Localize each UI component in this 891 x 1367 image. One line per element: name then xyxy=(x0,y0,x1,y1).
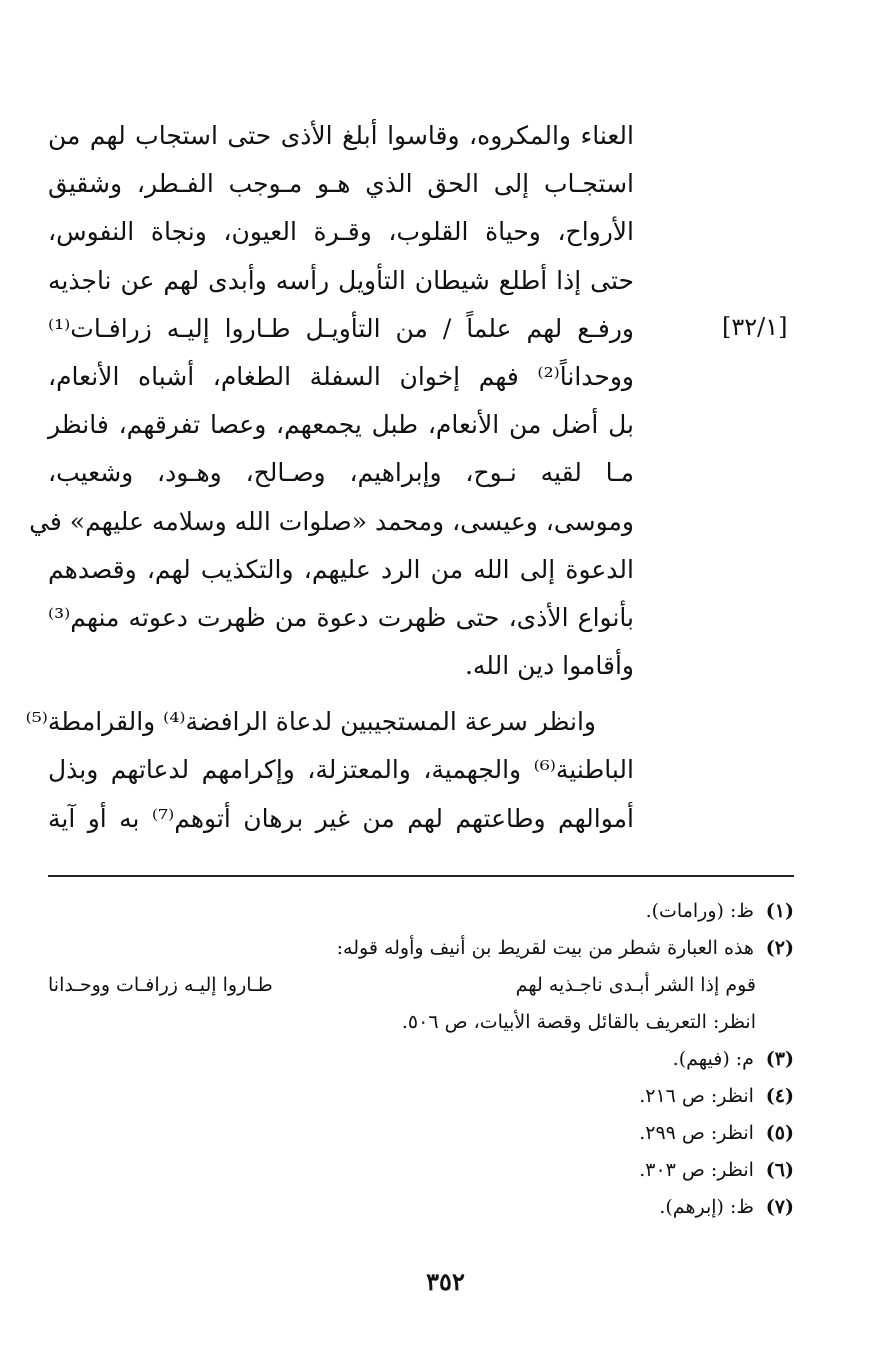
footnote-2-verse xyxy=(48,967,794,1004)
footnote-number: (٦) xyxy=(765,1159,794,1181)
footnote-2 xyxy=(48,930,794,967)
footnote-7 xyxy=(48,1189,794,1226)
footnote-number: (٢) xyxy=(765,937,794,959)
text-line: ووحداناً⁽²⁾ فهم إخوان السفلة الطغام، أشباه الأنعام، xyxy=(48,361,634,391)
footnote-text: انظر: ص ٢٩٩. xyxy=(639,1122,754,1144)
text-line: الأرواح، وحياة القلوب، وقـرة العيون، ونجاة النفوس، xyxy=(48,217,634,247)
verse-first-hemistich: قوم إذا الشر أبـدى ناجـذيه لهم xyxy=(515,974,756,996)
text-line: وأقاموا دين الله. xyxy=(464,651,634,681)
footnote-number: (٣) xyxy=(765,1048,794,1070)
footnote-number: (٥) xyxy=(765,1122,794,1144)
text-line: حتى إذا أطلع شيطان التأويل رأسه وأبدى لهم عن ناجذيه xyxy=(48,265,634,295)
text-line: وانظر سرعة المستجيبين لدعاة الرافضة⁽⁴⁾ والقرامطة⁽⁵⁾ xyxy=(25,707,596,737)
text-line: أموالهم وطاعتهم لهم من غير برهان أتوهم⁽⁷⁾ به أو آية xyxy=(48,803,634,833)
footnote-number: (٤) xyxy=(765,1085,794,1107)
footnote-6 xyxy=(48,1152,794,1189)
text-line: ورفـع لهم علماً / من التأويـل طـاروا إليـه زرافـات⁽¹⁾ xyxy=(48,313,634,343)
footnotes xyxy=(48,893,794,1226)
main-text xyxy=(25,112,634,843)
margin-page-reference: [٣٢/١] xyxy=(722,313,788,341)
paragraph-2 xyxy=(25,698,634,843)
footnote-text: انظر: ص ٣٠٣. xyxy=(639,1159,754,1181)
text-line: بأنواع الأذى، حتى ظهرت دعوة من ظهرت دعوته منهم⁽³⁾ xyxy=(48,602,634,632)
verse-second-hemistich: طـاروا إليـه زرافـات ووحـدانا xyxy=(48,974,273,996)
footnote-number: (٧) xyxy=(765,1196,794,1218)
text-line: الباطنية⁽⁶⁾ والجهمية، والمعتزلة، وإكرامهم لدعاتهم وبذل xyxy=(48,755,634,785)
paragraph-gap xyxy=(48,690,634,698)
footnote-1 xyxy=(48,893,794,930)
footnote-4 xyxy=(48,1078,794,1115)
text-line: العناء والمكروه، وقاسوا أبلغ الأذى حتى استجاب لهم من xyxy=(48,121,634,150)
text-line: الدعوة إلى الله من الرد عليهم، والتكذيب لهم، وقصدهم xyxy=(48,554,634,584)
text-line: استجـاب إلى الحق الذي هـو مـوجب الفـطر، وشقيق xyxy=(48,169,634,199)
footnote-text: ظ: (ورامات). xyxy=(645,900,754,922)
text-line: بل أضل من الأنعام، طبل يجمعهم، وعصا تفرقهم، فانظر xyxy=(48,410,634,440)
footnote-text: انظر: ص ٢١٦. xyxy=(639,1085,754,1107)
text-line: وموسى، وعيسى، ومحمد «صلوات الله وسلامه عليهم» في xyxy=(29,506,634,536)
footnote-number: (١) xyxy=(765,900,794,922)
footnote-5 xyxy=(48,1115,794,1152)
text-line: مـا لقيه نـوح، وإبراهيم، وصـالح، وهـود، وشعيب، xyxy=(48,458,634,488)
footnote-text: ظ: (إبرهم). xyxy=(659,1196,754,1218)
footnote-text: هذه العبارة شطر من بيت لقريط بن أنيف وأوله قوله: xyxy=(336,937,754,959)
footnote-divider xyxy=(48,875,794,877)
footnote-3 xyxy=(48,1041,794,1078)
page-number: ٣٥٢ xyxy=(426,1267,465,1296)
footnote-2-source: انظر: التعريف بالقائل وقصة الأبيات، ص ٥٠٦. xyxy=(401,1011,756,1033)
footnote-text: م: (فيهم). xyxy=(672,1048,754,1070)
paragraph-1 xyxy=(29,112,634,690)
